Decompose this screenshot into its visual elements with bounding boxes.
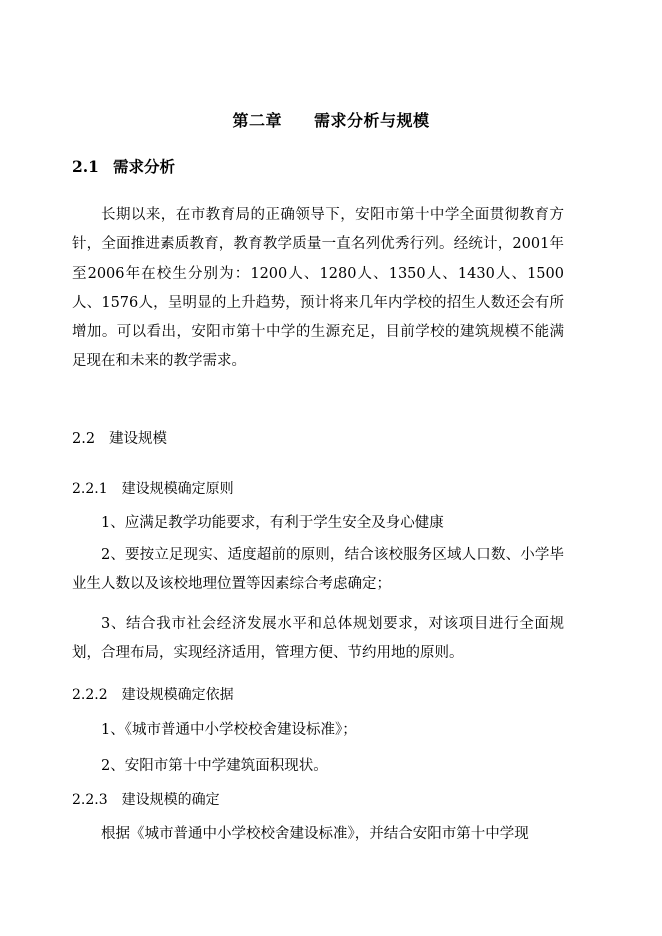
basis-item-2: 2、安阳市第十中学建筑面积现状。	[101, 758, 328, 774]
basis-item-1: 1、《城市普通中小学校校舍建设标准》；	[101, 722, 357, 738]
section-title: 建设规模确定依据	[121, 687, 234, 703]
section-number: 2.2	[72, 431, 96, 447]
principle-item-1: 1、应满足教学功能要求，有利于学生安全及身心健康	[101, 515, 444, 531]
paragraph-scale-determination: 根据《城市普通中小学校校舍建设标准》，并结合安阳市第十中学现	[101, 826, 529, 842]
section-title: 建设规模确定原则	[121, 481, 234, 497]
section-title: 建设规模的确定	[121, 792, 220, 808]
section-2-2-2-heading	[72, 684, 234, 704]
section-title: 建设规模	[109, 431, 168, 447]
principle-item-3: 3、结合我市社会经济发展水平和总体规划要求，对该项目进行全面规划，合理布局，实现经济适用，管理方便、节约用地的原则。	[72, 616, 564, 662]
section-number: 2.1	[72, 157, 99, 176]
chapter-title	[0, 108, 662, 131]
paragraph-demand-analysis: 长期以来，在市教育局的正确领导下，安阳市第十中学全面贯彻教育方针，全面推进素质教育，教育教学质量一直名列优秀行列。经统计，2001年至2006年在校生分别为：1200人、1280人、1350人、1430人、1500人、1576人，呈明显的上升趋势，预计将来几年内学校的招生人数还会有所增加。可以看出，安阳市第十中学的生源充足，目前学校的建筑规模不能满足现在和未来的教学需求。	[72, 207, 564, 370]
section-2-2-3-heading	[72, 789, 220, 809]
chapter-name: 需求分析与规模	[314, 111, 430, 130]
section-number: 2.2.1	[72, 481, 108, 497]
section-2-2-heading	[72, 427, 167, 448]
section-2-2-1-heading	[72, 478, 234, 498]
principle-item-2: 2、要按立足现实、适度超前的原则，结合该校服务区域人口数、小学毕业生人数以及该校地理位置等因素综合考虑确定；	[72, 547, 564, 593]
section-title: 需求分析	[112, 157, 175, 176]
section-2-1-heading	[72, 155, 175, 177]
chapter-label: 第二章	[232, 111, 282, 130]
section-number: 2.2.3	[72, 792, 108, 808]
section-number: 2.2.2	[72, 687, 108, 703]
